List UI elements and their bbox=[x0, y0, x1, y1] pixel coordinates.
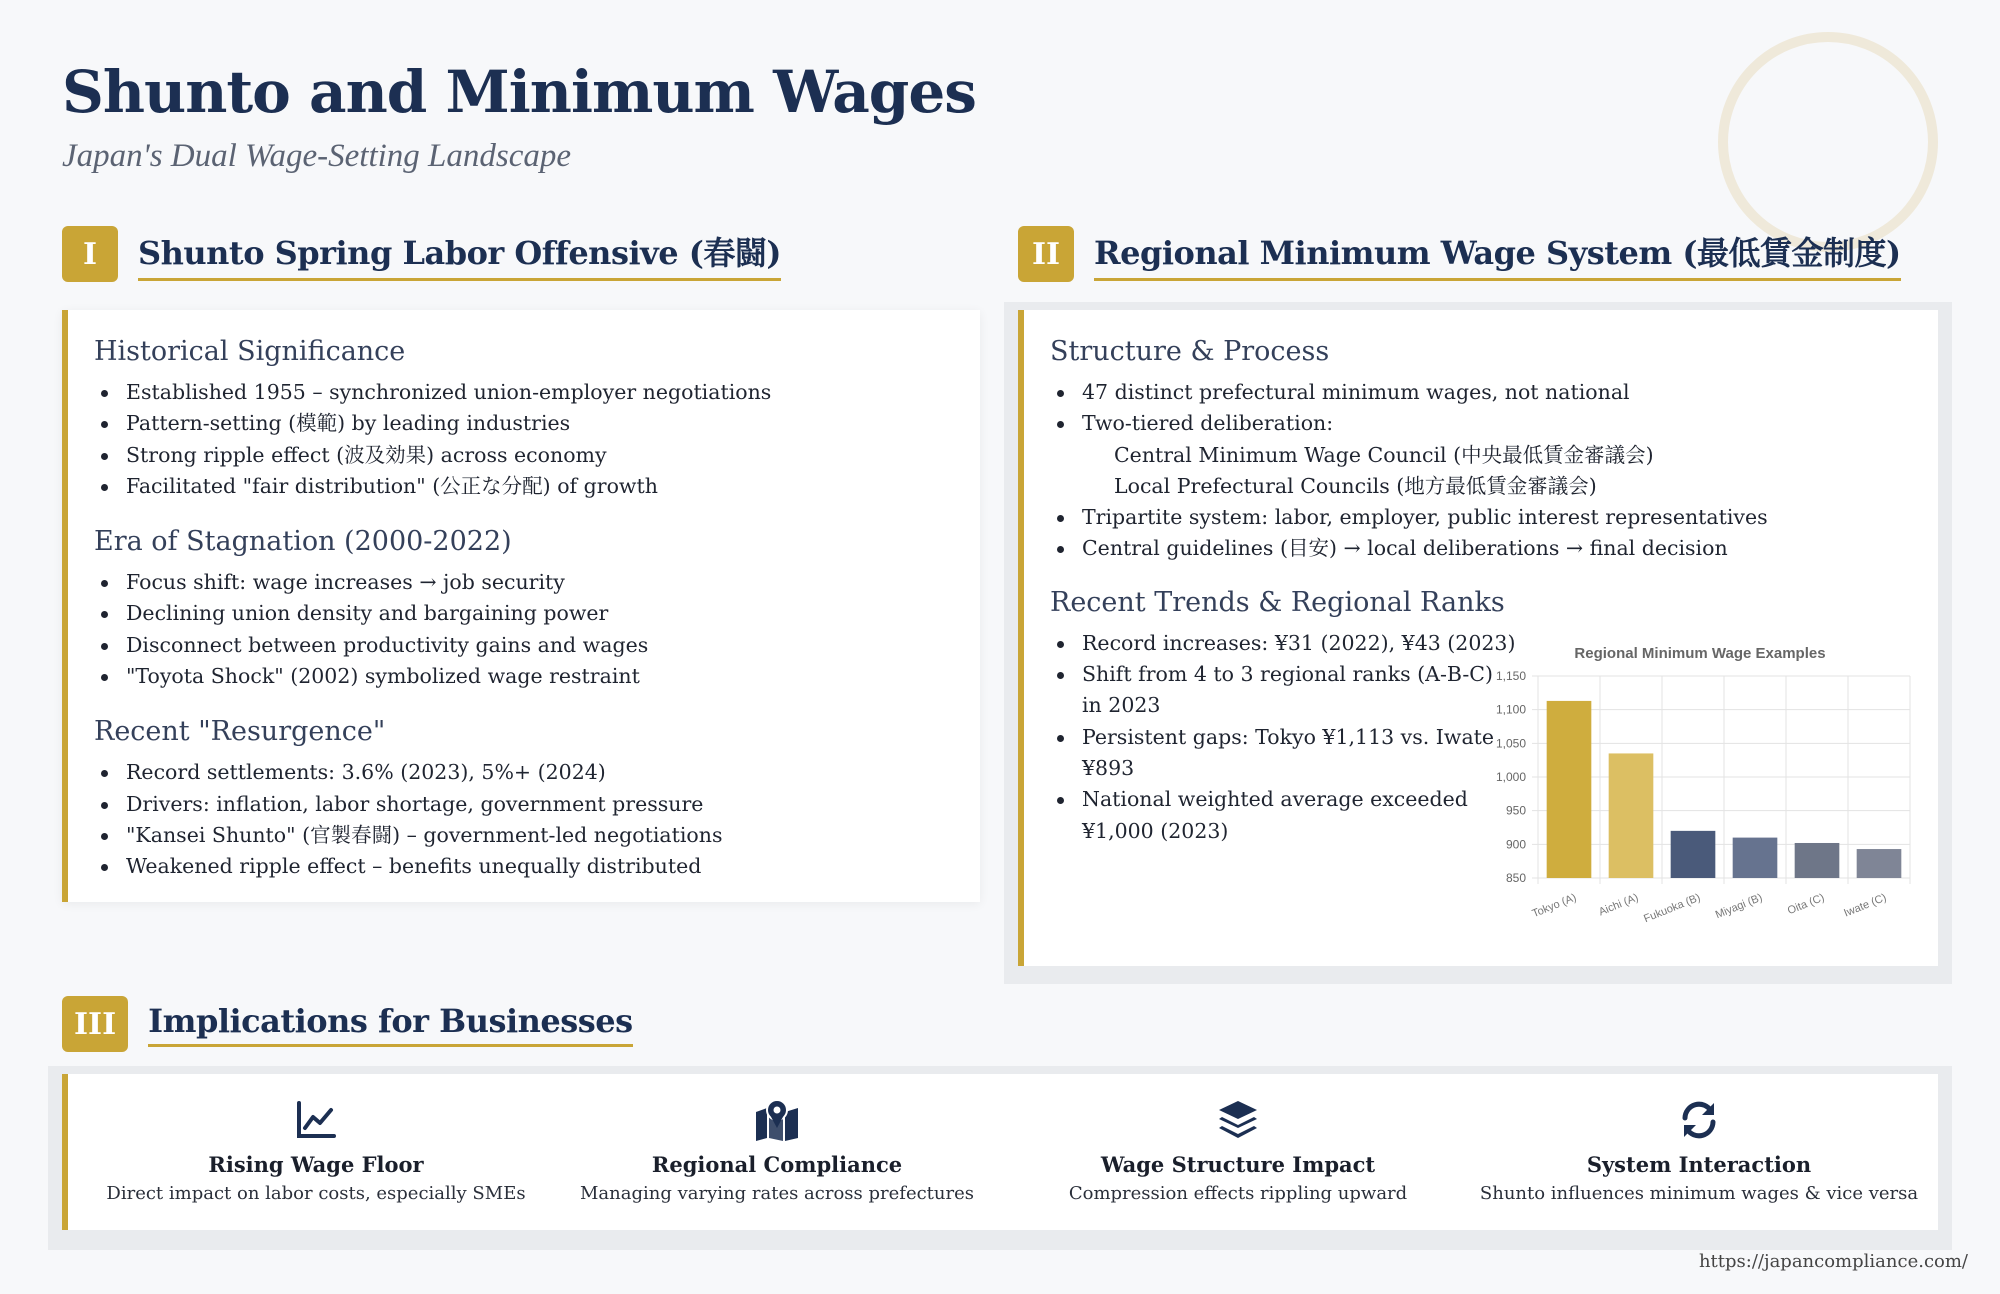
implication-description: Direct impact on labor costs, especially SMEs bbox=[106, 1183, 526, 1204]
list-item: Facilitated "fair distribution" (公正な分配) of growth bbox=[94, 471, 980, 502]
list-item-continuation: ¥1,000 (2023) bbox=[1082, 818, 1229, 843]
list-item: Disconnect between productivity gains and wages bbox=[94, 630, 980, 661]
list-item: Shift from 4 to 3 regional ranks (A-B-C) bbox=[1050, 659, 1938, 690]
regional-wage-chart bbox=[1470, 636, 1920, 936]
sync-icon bbox=[1677, 1098, 1721, 1142]
section-3-header bbox=[62, 996, 633, 1052]
list-subitem: Central Minimum Wage Council (中央最低賃金審議会) bbox=[1114, 442, 1654, 467]
section-3-number: III bbox=[62, 996, 128, 1052]
chart-bar bbox=[1733, 838, 1778, 878]
chart-bar bbox=[1857, 849, 1902, 878]
implication-description: Managing varying rates across prefectures bbox=[580, 1183, 974, 1204]
section-1-number: I bbox=[62, 226, 118, 282]
list-item: Pattern-setting (模範) by leading industries bbox=[94, 408, 980, 439]
list-item-continuation: in 2023 bbox=[1082, 693, 1161, 718]
list-item: National weighted average exceeded bbox=[1050, 784, 1938, 815]
chart-y-tick-label: 850 bbox=[1505, 871, 1526, 885]
section-1-title: Shunto Spring Labor Offensive (春闘) bbox=[138, 228, 781, 281]
list-subitem: Local Prefectural Councils (地方最低賃金審議会) bbox=[1114, 473, 1597, 498]
chart-title: Regional Minimum Wage Examples bbox=[1574, 645, 1826, 662]
implication-heading: Rising Wage Floor bbox=[208, 1152, 424, 1177]
implication-item-interaction bbox=[1469, 1098, 1929, 1204]
chart-x-tick-label: Aichi (A) bbox=[1597, 891, 1641, 919]
implication-heading: System Interaction bbox=[1586, 1152, 1812, 1177]
historical-group bbox=[94, 336, 980, 502]
chart-bar bbox=[1547, 701, 1592, 878]
chart-y-tick-label: 1,050 bbox=[1495, 736, 1526, 751]
chart-y-tick-label: 900 bbox=[1505, 837, 1526, 852]
implications-card bbox=[62, 1074, 1938, 1230]
chart-x-tick-label: Fukuoka (B) bbox=[1642, 891, 1703, 926]
list-item: Record increases: ¥31 (2022), ¥43 (2023) bbox=[1050, 628, 1938, 659]
chart-x-tick-label: Tokyo (A) bbox=[1530, 891, 1579, 921]
list-item: Tripartite system: labor, employer, public interest representatives bbox=[1050, 502, 1938, 533]
chart-bar bbox=[1609, 753, 1654, 878]
chart-x-tick-label: Oita (C) bbox=[1785, 891, 1827, 918]
chart-y-tick-label: 1,100 bbox=[1495, 702, 1526, 717]
layers-icon bbox=[1216, 1098, 1260, 1142]
list-item: Focus shift: wage increases → job security bbox=[94, 567, 980, 598]
list-item: Two-tiered deliberation: bbox=[1050, 408, 1938, 439]
chart-y-tick-label: 1,150 bbox=[1495, 669, 1526, 683]
list-item: Weakened ripple effect – benefits unequally distributed bbox=[94, 851, 980, 882]
structure-heading: Structure & Process bbox=[1050, 336, 1330, 367]
list-item: 47 distinct prefectural minimum wages, not national bbox=[1050, 377, 1938, 408]
page-subtitle: Japan's Dual Wage-Setting Landscape bbox=[62, 138, 572, 174]
chart-x-tick-label: Miyagi (B) bbox=[1713, 891, 1765, 922]
chart-y-tick-label: 1,000 bbox=[1495, 770, 1526, 784]
section-1-header bbox=[62, 226, 781, 282]
section-3-title: Implications for Businesses bbox=[148, 1002, 633, 1047]
shunto-card bbox=[62, 310, 980, 902]
line-chart-icon bbox=[294, 1098, 338, 1142]
structure-group bbox=[1050, 336, 1938, 565]
stagnation-heading: Era of Stagnation (2000-2022) bbox=[94, 526, 512, 558]
list-item: "Toyota Shock" (2002) symbolized wage restraint bbox=[94, 661, 980, 692]
list-item: Record settlements: 3.6% (2023), 5%+ (2024) bbox=[94, 757, 980, 788]
chart-bar bbox=[1671, 831, 1716, 878]
stagnation-group bbox=[94, 526, 980, 692]
resurgence-heading: Recent "Resurgence" bbox=[94, 716, 386, 748]
list-item: Persistent gaps: Tokyo ¥1,113 vs. Iwate bbox=[1050, 722, 1938, 753]
implication-heading: Wage Structure Impact bbox=[1100, 1152, 1376, 1177]
implication-item-regional bbox=[547, 1098, 1007, 1204]
trends-heading: Recent Trends & Regional Ranks bbox=[1050, 586, 1505, 618]
chart-bar bbox=[1795, 843, 1840, 878]
list-item: Established 1955 – synchronized union-employer negotiations bbox=[94, 377, 980, 408]
chart-x-tick-label: Iwate (C) bbox=[1842, 891, 1889, 920]
decorative-ring bbox=[1718, 32, 1938, 252]
section-2-title: Regional Minimum Wage System (最低賃金制度) bbox=[1094, 228, 1901, 281]
implication-description: Compression effects rippling upward bbox=[1068, 1183, 1408, 1204]
map-pin-icon bbox=[753, 1098, 801, 1142]
section-2-number: II bbox=[1018, 226, 1074, 282]
list-item: Strong ripple effect (波及効果) across economy bbox=[94, 440, 980, 471]
historical-heading: Historical Significance bbox=[94, 336, 406, 367]
implication-description: Shunto influences minimum wages & vice versa bbox=[1479, 1183, 1919, 1204]
resurgence-group bbox=[94, 716, 980, 882]
list-item: Declining union density and bargaining power bbox=[94, 598, 980, 629]
list-item-continuation: ¥893 bbox=[1082, 755, 1135, 780]
chart-y-tick-label: 950 bbox=[1505, 803, 1526, 818]
implication-heading: Regional Compliance bbox=[651, 1152, 903, 1177]
implication-item-wage-floor bbox=[86, 1098, 546, 1204]
section-2-header bbox=[1018, 226, 1901, 282]
list-item: Central guidelines (目安) → local deliberations → final decision bbox=[1050, 533, 1938, 564]
list-item: "Kansei Shunto" (官製春闘) – government-led negotiations bbox=[94, 820, 980, 851]
footer-url[interactable]: https://japancompliance.com/ bbox=[1698, 1251, 1968, 1272]
list-item: Drivers: inflation, labor shortage, government pressure bbox=[94, 789, 980, 820]
implication-item-structure bbox=[1008, 1098, 1468, 1204]
page-title: Shunto and Minimum Wages bbox=[62, 58, 976, 126]
